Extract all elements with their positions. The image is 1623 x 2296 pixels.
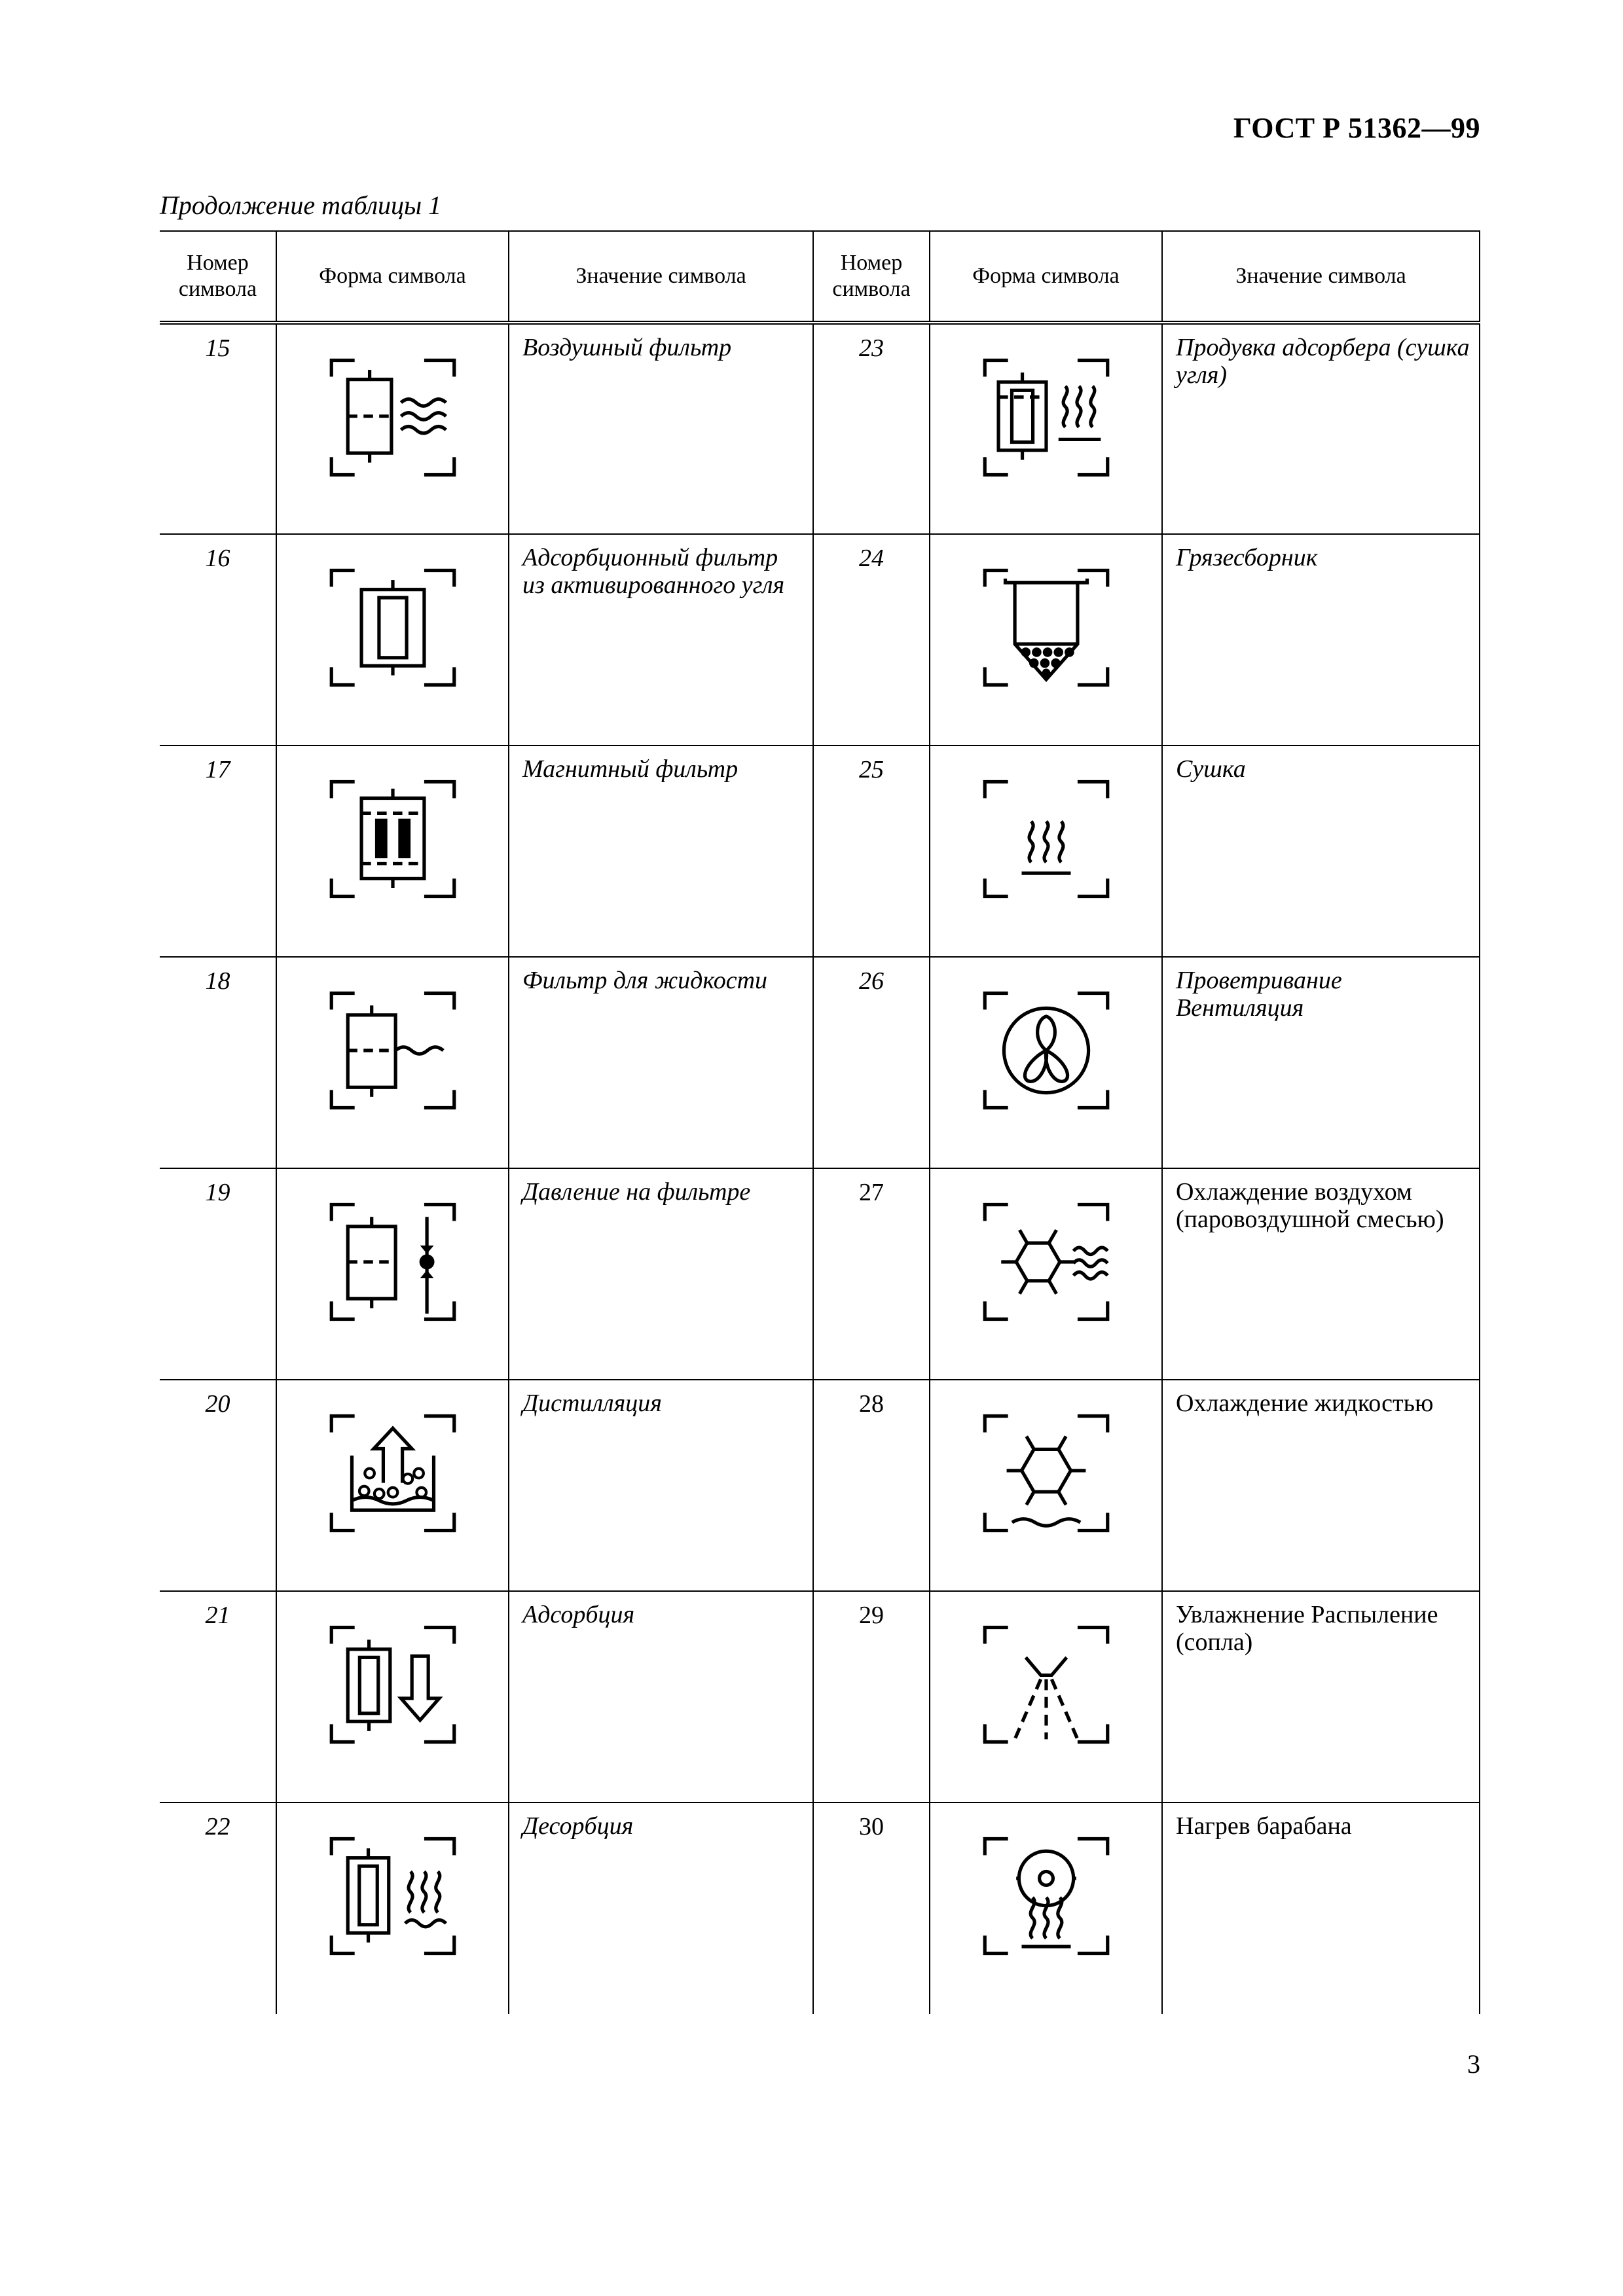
symbols-table (160, 230, 1480, 2014)
symbol-number: 16 (160, 534, 276, 745)
col-meaning-header: Значение символа (509, 231, 813, 323)
filter-pressure-icon (324, 1196, 462, 1327)
symbol-meaning: Сушка (1162, 745, 1480, 957)
symbol-meaning: Давление на фильтре (509, 1168, 813, 1380)
symbol-meaning: Охлаждение жидкостью (1162, 1380, 1480, 1591)
table-caption: Продолжение таблицы 1 (160, 190, 442, 220)
symbol-shape-cell (930, 323, 1162, 534)
symbol-shape-cell (930, 1591, 1162, 1803)
symbol-number: 15 (160, 323, 276, 534)
symbol-shape-cell (276, 1380, 509, 1591)
air-cooling-icon (977, 1196, 1115, 1327)
symbol-number: 21 (160, 1591, 276, 1803)
symbol-meaning: Дистилляция (509, 1380, 813, 1591)
drying-icon (977, 774, 1115, 905)
symbol-number: 29 (813, 1591, 930, 1803)
symbol-number: 24 (813, 534, 930, 745)
dirt-trap-icon (977, 562, 1115, 693)
drum-heating-icon (977, 1831, 1115, 1962)
liquid-cooling-icon (977, 1408, 1115, 1539)
symbol-number: 18 (160, 957, 276, 1168)
symbol-number: 26 (813, 957, 930, 1168)
col-shape-header: Форма символа (276, 231, 509, 323)
symbol-shape-cell (276, 957, 509, 1168)
liquid-filter-icon (324, 985, 462, 1116)
symbol-number: 28 (813, 1380, 930, 1591)
symbol-number: 19 (160, 1168, 276, 1380)
table-row (160, 1168, 1480, 1380)
distillation-icon (324, 1408, 462, 1539)
symbol-meaning: Проветривание Вентиляция (1162, 957, 1480, 1168)
symbol-shape-cell (276, 1168, 509, 1380)
symbol-shape-cell (930, 745, 1162, 957)
symbol-shape-cell (930, 534, 1162, 745)
table-row (160, 1803, 1480, 2014)
symbol-shape-cell (276, 323, 509, 534)
table-row (160, 323, 1480, 534)
adsorber-purge-icon (977, 352, 1115, 483)
desorption-icon (324, 1831, 462, 1962)
symbol-shape-cell (930, 957, 1162, 1168)
symbol-shape-cell (276, 745, 509, 957)
symbol-meaning: Воздушный фильтр (509, 323, 813, 534)
activated-carbon-filter-icon (324, 562, 462, 693)
table-row (160, 1591, 1480, 1803)
symbol-meaning: Увлажнение Распыление (сопла) (1162, 1591, 1480, 1803)
symbol-meaning: Десорбция (509, 1803, 813, 2014)
symbol-shape-cell (930, 1168, 1162, 1380)
symbol-meaning: Грязесборник (1162, 534, 1480, 745)
symbol-meaning: Фильтр для жидкости (509, 957, 813, 1168)
table-row (160, 1380, 1480, 1591)
symbol-shape-cell (930, 1380, 1162, 1591)
col-shape-header: Форма символа (930, 231, 1162, 323)
spray-nozzle-icon (977, 1619, 1115, 1750)
symbol-shape-cell (276, 1803, 509, 2014)
table-row (160, 534, 1480, 745)
symbol-meaning: Магнитный фильтр (509, 745, 813, 957)
air-filter-icon (324, 352, 462, 483)
symbol-number: 17 (160, 745, 276, 957)
symbol-number: 27 (813, 1168, 930, 1380)
symbol-meaning: Продувка адсорбера (сушка угля) (1162, 323, 1480, 534)
table-row (160, 745, 1480, 957)
magnetic-filter-icon (324, 774, 462, 905)
symbol-meaning: Адсорбционный фильтр из активированного угля (509, 534, 813, 745)
symbol-shape-cell (276, 534, 509, 745)
symbol-number: 25 (813, 745, 930, 957)
table-header-row (160, 231, 1480, 323)
symbol-number: 22 (160, 1803, 276, 2014)
symbol-number: 20 (160, 1380, 276, 1591)
col-meaning-header: Значение символа (1162, 231, 1480, 323)
symbol-shape-cell (276, 1591, 509, 1803)
page-number: 3 (1467, 2049, 1480, 2079)
ventilation-fan-icon (977, 985, 1115, 1116)
table-row (160, 957, 1480, 1168)
symbol-number: 23 (813, 323, 930, 534)
symbol-meaning: Нагрев барабана (1162, 1803, 1480, 2014)
symbol-meaning: Адсорбция (509, 1591, 813, 1803)
symbol-number: 30 (813, 1803, 930, 2014)
symbol-meaning: Охлаждение воздухом (паровоздушной смесью) (1162, 1168, 1480, 1380)
adsorption-icon (324, 1619, 462, 1750)
document-code: ГОСТ Р 51362—99 (1233, 112, 1480, 144)
col-number-header: Номер символа (160, 231, 276, 323)
symbol-shape-cell (930, 1803, 1162, 2014)
col-number-header: Номер символа (813, 231, 930, 323)
